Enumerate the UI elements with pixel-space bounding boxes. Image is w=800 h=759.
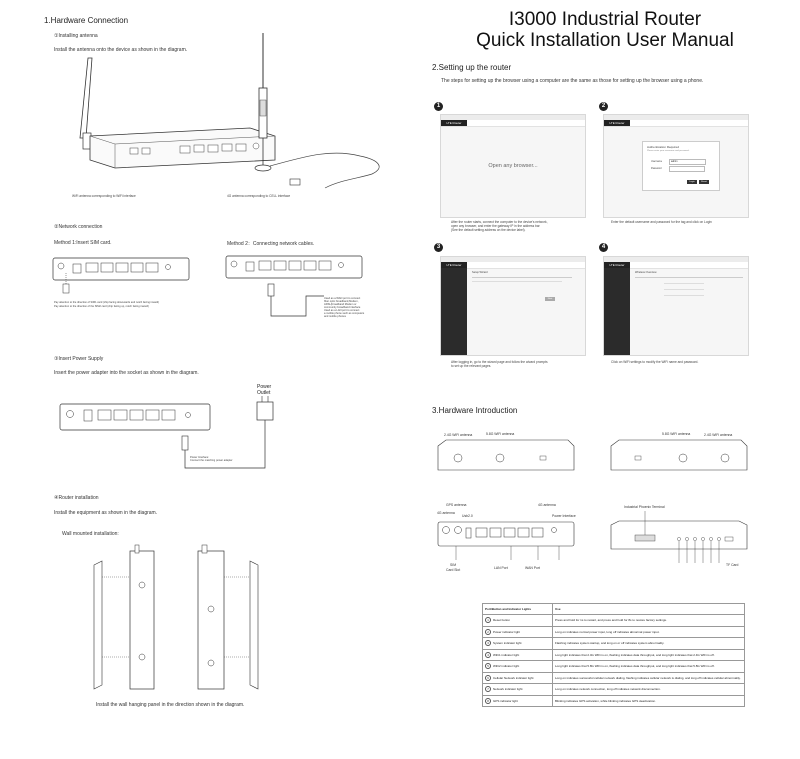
section1-title: 1.Hardware Connection bbox=[44, 16, 129, 25]
table-header-row bbox=[483, 604, 745, 615]
lte-router-logo: LTE Router bbox=[441, 120, 467, 126]
sidebar bbox=[604, 268, 630, 355]
cell-antenna-caption: 4G antenna corresponding to CELL interface bbox=[227, 194, 291, 198]
wifi-title: Wireless Overview bbox=[635, 271, 657, 274]
next-button[interactable]: Next bbox=[545, 297, 555, 301]
port-name: WiFi1 indicator light bbox=[493, 652, 520, 657]
use-cell: Long on indicates normal power input, long off indicates abnormal power input. bbox=[553, 626, 745, 638]
username-field[interactable]: admin bbox=[669, 159, 706, 165]
label-4g-antenna-left: 4G antenna bbox=[437, 511, 455, 515]
sim-note-2: Pay attention to the direction of the SIM2 card (chip facing up, notch facing inward) bbox=[54, 305, 149, 308]
table-row bbox=[483, 684, 745, 696]
power-outlet-label-1: Power bbox=[257, 384, 272, 390]
sim-note-1: Pay attention to the direction of SIM1 card (chip facing downwards and notch facing inward) bbox=[54, 301, 160, 304]
label-power-interface: Power Interface bbox=[552, 514, 576, 518]
port-name: Reset button bbox=[493, 618, 511, 623]
table-row bbox=[483, 661, 745, 673]
table-row bbox=[483, 626, 745, 638]
port-cell bbox=[483, 684, 553, 696]
port-cell bbox=[483, 615, 553, 627]
row-number: 7 bbox=[485, 686, 491, 692]
step-2-badge: 2 bbox=[599, 102, 608, 111]
label-wan-port: WAN Port bbox=[525, 566, 540, 570]
port-cell bbox=[483, 661, 553, 673]
sidebar bbox=[441, 268, 467, 355]
step-3-caption-2: to set up the relevant pages. bbox=[451, 364, 492, 368]
row-number: 1 bbox=[485, 617, 491, 623]
wall-mount-illustration bbox=[90, 545, 270, 695]
step-4-caption: Click on WiFi settings to modify the WiFi name and password. bbox=[611, 360, 699, 364]
step-1-badge: 1 bbox=[434, 102, 443, 111]
login-button[interactable]: Login bbox=[687, 180, 697, 184]
label-4g-antenna-right: 4G antenna bbox=[538, 503, 556, 507]
table-row bbox=[483, 695, 745, 707]
antenna-heading: ①Installing antenna bbox=[54, 33, 98, 39]
row-number: 3 bbox=[485, 640, 491, 646]
power-interface-label-1: Power Interface： bbox=[190, 456, 211, 459]
label-sim-slot-2: Card Slot bbox=[446, 568, 461, 572]
step-4-badge: 4 bbox=[599, 243, 608, 252]
label-gps-antenna: GPS antenna bbox=[446, 503, 467, 507]
install-text: Install the equipment as shown in the diagram. bbox=[54, 510, 158, 516]
step-3-badge: 3 bbox=[434, 243, 443, 252]
port-cell bbox=[483, 626, 553, 638]
label-sim-slot-1: SIM bbox=[450, 563, 457, 567]
cable-note: Used as a WAN port to connect fiber optic broadband,Modem, ADSL(broadband Modem or community broadband interface Used as a LAN port to connect a mobile phone such as computers and mobile phones bbox=[324, 297, 365, 318]
table-header-port: Port/Button and Indicator Lights bbox=[483, 604, 553, 615]
step-3-screenshot bbox=[440, 256, 586, 356]
section2-title: 2.Setting up the router bbox=[432, 63, 512, 72]
row-number: 2 bbox=[485, 629, 491, 635]
table-row bbox=[483, 638, 745, 650]
table-row bbox=[483, 649, 745, 661]
label-tf-card: TF Card bbox=[726, 563, 739, 567]
step-2-caption: Enter the default username and password for the tag and click on Login bbox=[611, 220, 712, 224]
power-heading: ③Insert Power Supply bbox=[54, 356, 104, 362]
step-1-caption-3: (See the default setting address on the device label). bbox=[451, 228, 526, 232]
step-3-caption-1: After logging in, go to the wizard page and follow the wizard prompts bbox=[451, 360, 548, 364]
manual-title-line2: Quick Installation User Manual bbox=[476, 30, 734, 51]
table-header-use: Use bbox=[553, 604, 745, 615]
login-title: Authentication Required bbox=[647, 145, 680, 149]
port-name: System indicator light bbox=[493, 641, 522, 646]
router-front-view bbox=[436, 520, 576, 550]
power-interface-label-2: Connect the matching power adapter bbox=[190, 459, 233, 462]
power-text: Insert the power adapter into the socket as shown in the diagram. bbox=[54, 370, 199, 376]
row-number: 4 bbox=[485, 652, 491, 658]
password-field[interactable] bbox=[669, 166, 705, 172]
row-number: 8 bbox=[485, 698, 491, 704]
password-label: Password bbox=[651, 167, 662, 170]
port-name: Power indicator light bbox=[493, 629, 521, 634]
indicator-table bbox=[482, 603, 745, 707]
step-1-caption-1: After the router starts, connect the computer to the device's network, bbox=[451, 220, 548, 224]
lte-router-logo: LTE Router bbox=[604, 120, 630, 126]
open-browser-text: Open any browser... bbox=[488, 163, 538, 169]
wizard-title: Setup Wizard bbox=[472, 271, 488, 274]
use-cell: Press and hold for 1s to restart, and press and hold for 8s to restore factory settings. bbox=[553, 615, 745, 627]
use-cell: Long light indicates that 2.4G WiFi is on, flashing indicates data throughput, and long light indicates that 2.4G WiFi is off. bbox=[553, 649, 745, 661]
section2-intro: The steps for setting up the browser using a computer are the same as those for setting up the browser using a phone. bbox=[441, 78, 704, 84]
label-wifi24-right: 2.4G WiFi antenna bbox=[704, 433, 733, 437]
wifi-antenna-caption: WiFi antenna corresponding to WiFi interface bbox=[72, 194, 136, 198]
power-outlet-label-2: Outlet bbox=[257, 390, 271, 396]
install-bottom-text: Install the wall hanging panel in the direction shown in the diagram. bbox=[96, 702, 245, 708]
section3-title: 3.Hardware Introduction bbox=[432, 406, 518, 415]
sim-router-illustration bbox=[53, 258, 193, 298]
reset-button[interactable]: Reset bbox=[699, 180, 709, 184]
step-4-screenshot bbox=[603, 256, 749, 356]
use-cell: Long on indicates successful cellular network dialing, flashing indicates cellular network is dialing, and long off indicates cellular abnormality. bbox=[553, 672, 745, 684]
label-lan-port: LAN Port bbox=[494, 566, 508, 570]
lte-router-logo: LTE Router bbox=[441, 262, 467, 268]
router-top-view-right bbox=[609, 438, 749, 478]
username-label: Username bbox=[651, 160, 663, 163]
lte-router-logo: LTE Router bbox=[604, 262, 630, 268]
port-name: Network indicator light bbox=[493, 687, 523, 692]
port-cell bbox=[483, 695, 553, 707]
table-row bbox=[483, 672, 745, 684]
router-top-view-left bbox=[436, 438, 576, 478]
label-wifi58-left: 5.8G WiFi antenna bbox=[486, 432, 515, 436]
antenna-text: Install the antenna onto the device as shown in the diagram. bbox=[54, 47, 188, 53]
use-cell: Long light indicates that 5.8G WiFi is on, flashing indicates data throughput, and long light indicates that 5.8G WiFi is off. bbox=[553, 661, 745, 673]
table-row bbox=[483, 615, 745, 627]
manual-title-line1: I3000 Industrial Router bbox=[508, 9, 702, 30]
label-phoenix-terminal: Industrial Phoenix Terminal bbox=[624, 505, 665, 509]
wall-mount-label: Wall mounted installation: bbox=[62, 531, 119, 537]
login-dialog bbox=[642, 141, 720, 191]
label-wifi24-left: 2.4G WiFi antenna bbox=[444, 433, 473, 437]
row-number: 5 bbox=[485, 663, 491, 669]
port-cell bbox=[483, 649, 553, 661]
row-number: 6 bbox=[485, 675, 491, 681]
network-method2: Method 2：Connecting network cables. bbox=[227, 241, 315, 247]
use-cell: Blinking indicates GPS activation, while blinking indicates GPS deactivation. bbox=[553, 695, 745, 707]
install-heading: ④Router installation bbox=[54, 495, 99, 501]
step-1-caption-2: open any browser, and enter the gateway IP in the address bar bbox=[451, 224, 540, 228]
use-cell: Flashing indicates system startup, and long on or off indicates system abnormality. bbox=[553, 638, 745, 650]
network-heading: ②Network connection bbox=[54, 224, 103, 230]
login-subtitle: Please enter your username and password. bbox=[647, 150, 690, 152]
router-back-view bbox=[609, 519, 749, 569]
step-2-screenshot bbox=[603, 114, 749, 218]
port-cell bbox=[483, 638, 553, 650]
label-usb: Usb2.0 bbox=[462, 514, 473, 518]
antenna-router-illustration bbox=[60, 28, 390, 198]
network-method1: Method 1:Insert SIM card. bbox=[54, 240, 112, 246]
step-1-screenshot bbox=[440, 114, 586, 218]
port-name: GPS indicator light bbox=[493, 698, 518, 703]
port-name: Cellular Network indicator light bbox=[493, 675, 534, 680]
label-wifi58-right: 5.8G WiFi antenna bbox=[662, 432, 691, 436]
port-name: WiFi2 indicator light bbox=[493, 664, 520, 669]
use-cell: Long on indicates network connection, long off indicates network disconnection. bbox=[553, 684, 745, 696]
port-cell bbox=[483, 672, 553, 684]
